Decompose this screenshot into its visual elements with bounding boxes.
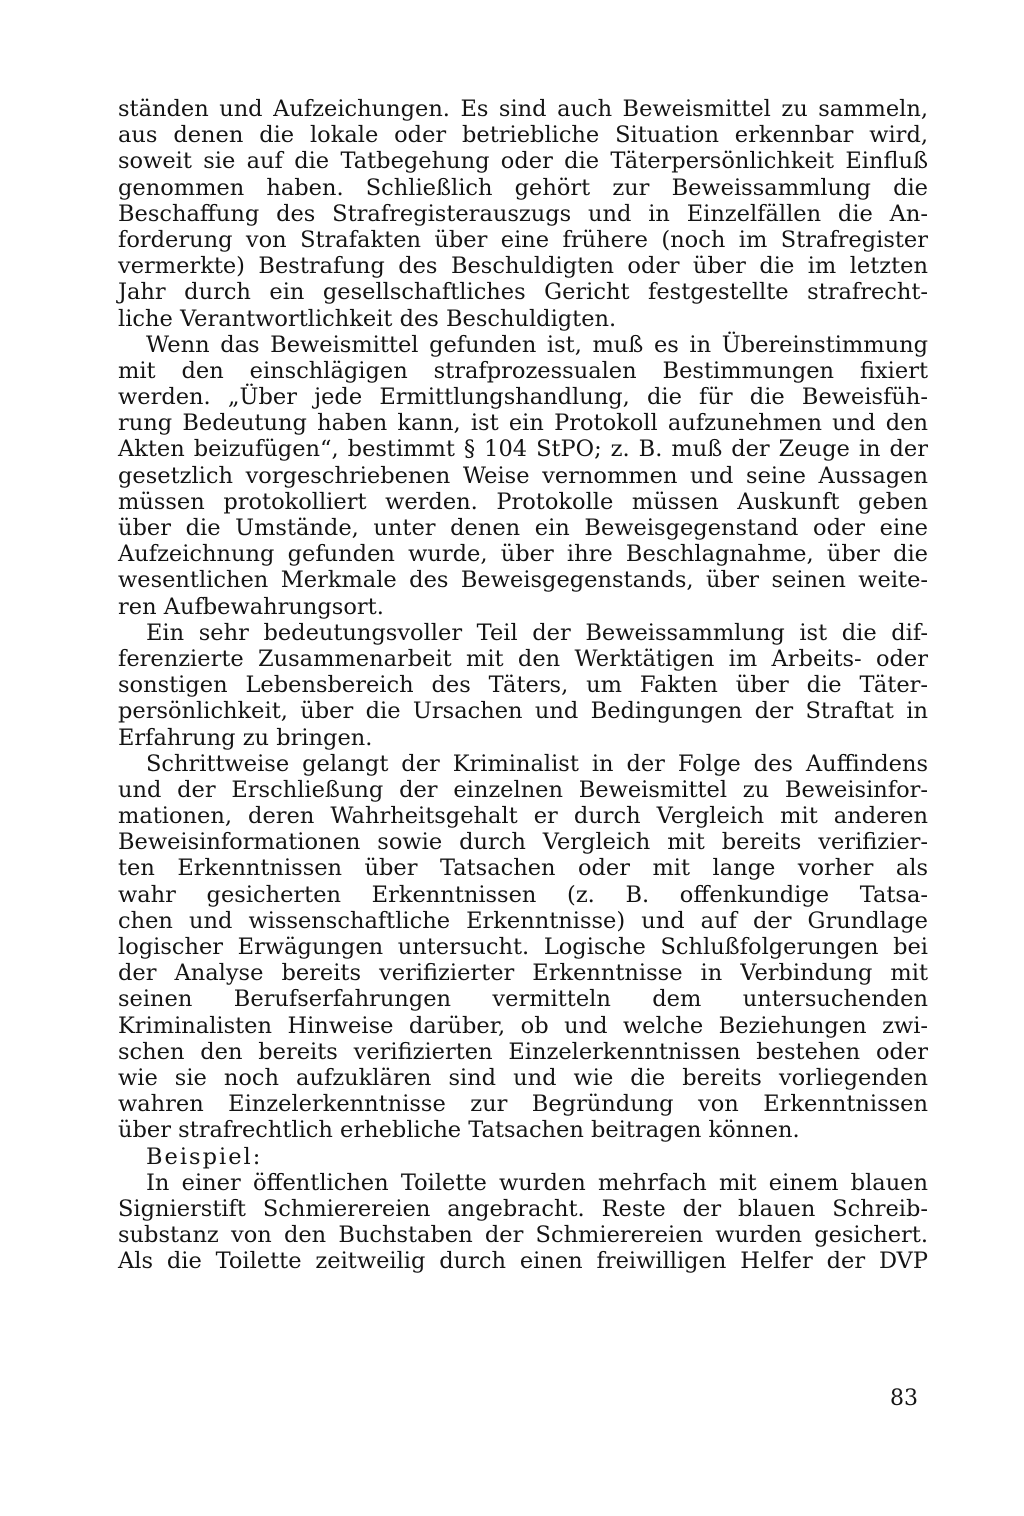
text-line: Aufzeichnung gefunden wurde, über ihre Beschlagnahme, über die — [118, 541, 928, 568]
text-line: persönlichkeit, über die Ursachen und Bedingungen der Straftat in — [118, 698, 928, 725]
text-line: Ein sehr bedeutungsvoller Teil der Beweissammlung ist die dif- — [146, 619, 928, 646]
text-line: schen den bereits verifizierten Einzelerkenntnissen bestehen oder — [118, 1038, 928, 1065]
text-line: müssen protokolliert werden. Protokolle müssen Auskunft geben — [118, 488, 928, 515]
text-line: wahren Einzelerkenntnisse zur Begründung von Erkenntnissen — [118, 1091, 928, 1118]
text-line: und der Erschließung der einzelnen Beweismittel zu Beweisinfor- — [118, 776, 928, 803]
text-line: Beschaffung des Strafregisterauszugs und in Einzelfällen die An- — [118, 200, 928, 227]
text-line: mationen, deren Wahrheitsgehalt er durch Vergleich mit anderen — [118, 803, 928, 830]
text-line: ständen und Aufzeichungen. Es sind auch Beweismittel zu sammeln, — [118, 96, 928, 122]
text-line: werden. „Über jede Ermittlungshandlung, die für die Beweisfüh- — [118, 384, 928, 411]
body-text — [118, 96, 928, 1274]
text-line: über strafrechtlich erhebliche Tatsachen beitragen können. — [118, 1117, 800, 1144]
text-line: vermerkte) Bestrafung des Beschuldigten oder über die im letzten — [118, 253, 928, 280]
text-line: ren Aufbewahrungsort. — [118, 593, 384, 620]
text-line: Schrittweise gelangt der Kriminalist in der Folge des Auffindens — [146, 750, 928, 777]
text-line: Erfahrung zu bringen. — [118, 724, 373, 751]
text-line: logischer Erwägungen untersucht. Logische Schlußfolgerungen bei — [118, 934, 928, 960]
text-line: Als die Toilette zeitweilig durch einen freiwilligen Helfer der DVP — [118, 1248, 928, 1275]
text-line: substanz von den Buchstaben der Schmierereien wurden gesichert. — [118, 1222, 928, 1249]
text-line: wahr gesicherten Erkenntnissen (z. B. offenkundige Tatsa- — [118, 881, 928, 908]
text-line: genommen haben. Schließlich gehört zur Beweissammlung die — [118, 174, 928, 201]
text-line: In einer öffentlichen Toilette wurden mehrfach mit einem blauen — [146, 1169, 928, 1196]
page-number: 83 — [890, 1386, 918, 1411]
text-line: mit den einschlägigen strafprozessualen Bestimmungen fixiert — [118, 357, 928, 384]
text-line: Wenn das Beweismittel gefunden ist, muß es in Übereinstimmung — [146, 331, 928, 358]
text-line: Kriminalisten Hinweise darüber, ob und welche Beziehungen zwi- — [118, 1012, 928, 1039]
text-line: Jahr durch ein gesellschaftliches Gericht festgestellte strafrecht- — [118, 279, 928, 306]
text-line: wie sie noch aufzuklären sind und wie die bereits vorliegenden — [118, 1064, 928, 1091]
text-line: chen und wissenschaftliche Erkenntnisse) und auf der Grundlage — [118, 907, 928, 934]
text-line: gesetzlich vorgeschriebenen Weise vernommen und seine Aussagen — [118, 462, 928, 489]
text-line: Signierstift Schmierereien angebracht. Reste der blauen Schreib- — [118, 1195, 928, 1222]
text-line: soweit sie auf die Tatbegehung oder die Täterpersönlichkeit Einfluß — [118, 148, 928, 175]
text-line: liche Verantwortlichkeit des Beschuldigten. — [118, 305, 617, 332]
text-line: aus denen die lokale oder betriebliche Situation erkennbar wird, — [118, 122, 928, 149]
text-line: der Analyse bereits verifizierter Erkenntnisse in Verbindung mit — [118, 960, 928, 987]
text-line: Akten beizufügen“, bestimmt § 104 StPO; z. B. muß der Zeuge in der — [118, 436, 928, 463]
text-line: über die Umstände, unter denen ein Beweisgegenstand oder eine — [118, 515, 928, 541]
text-line: ferenzierte Zusammenarbeit mit den Werktätigen im Arbeits- oder — [118, 645, 928, 672]
text-line: sonstigen Lebensbereich des Täters, um Fakten über die Täter- — [118, 672, 928, 699]
example-heading: Beispiel: — [146, 1143, 263, 1170]
text-line: Beweisinformationen sowie durch Vergleich mit bereits verifizier- — [118, 829, 928, 856]
text-line: seinen Berufserfahrungen vermitteln dem untersuchenden — [118, 986, 928, 1013]
text-line: rung Bedeutung haben kann, ist ein Protokoll aufzunehmen und den — [118, 410, 928, 437]
text-line: wesentlichen Merkmale des Beweisgegenstands, über seinen weite- — [118, 567, 928, 594]
text-line: forderung von Strafakten über eine frühere (noch im Strafregister — [118, 226, 928, 253]
text-line: ten Erkenntnissen über Tatsachen oder mit lange vorher als — [118, 855, 928, 882]
